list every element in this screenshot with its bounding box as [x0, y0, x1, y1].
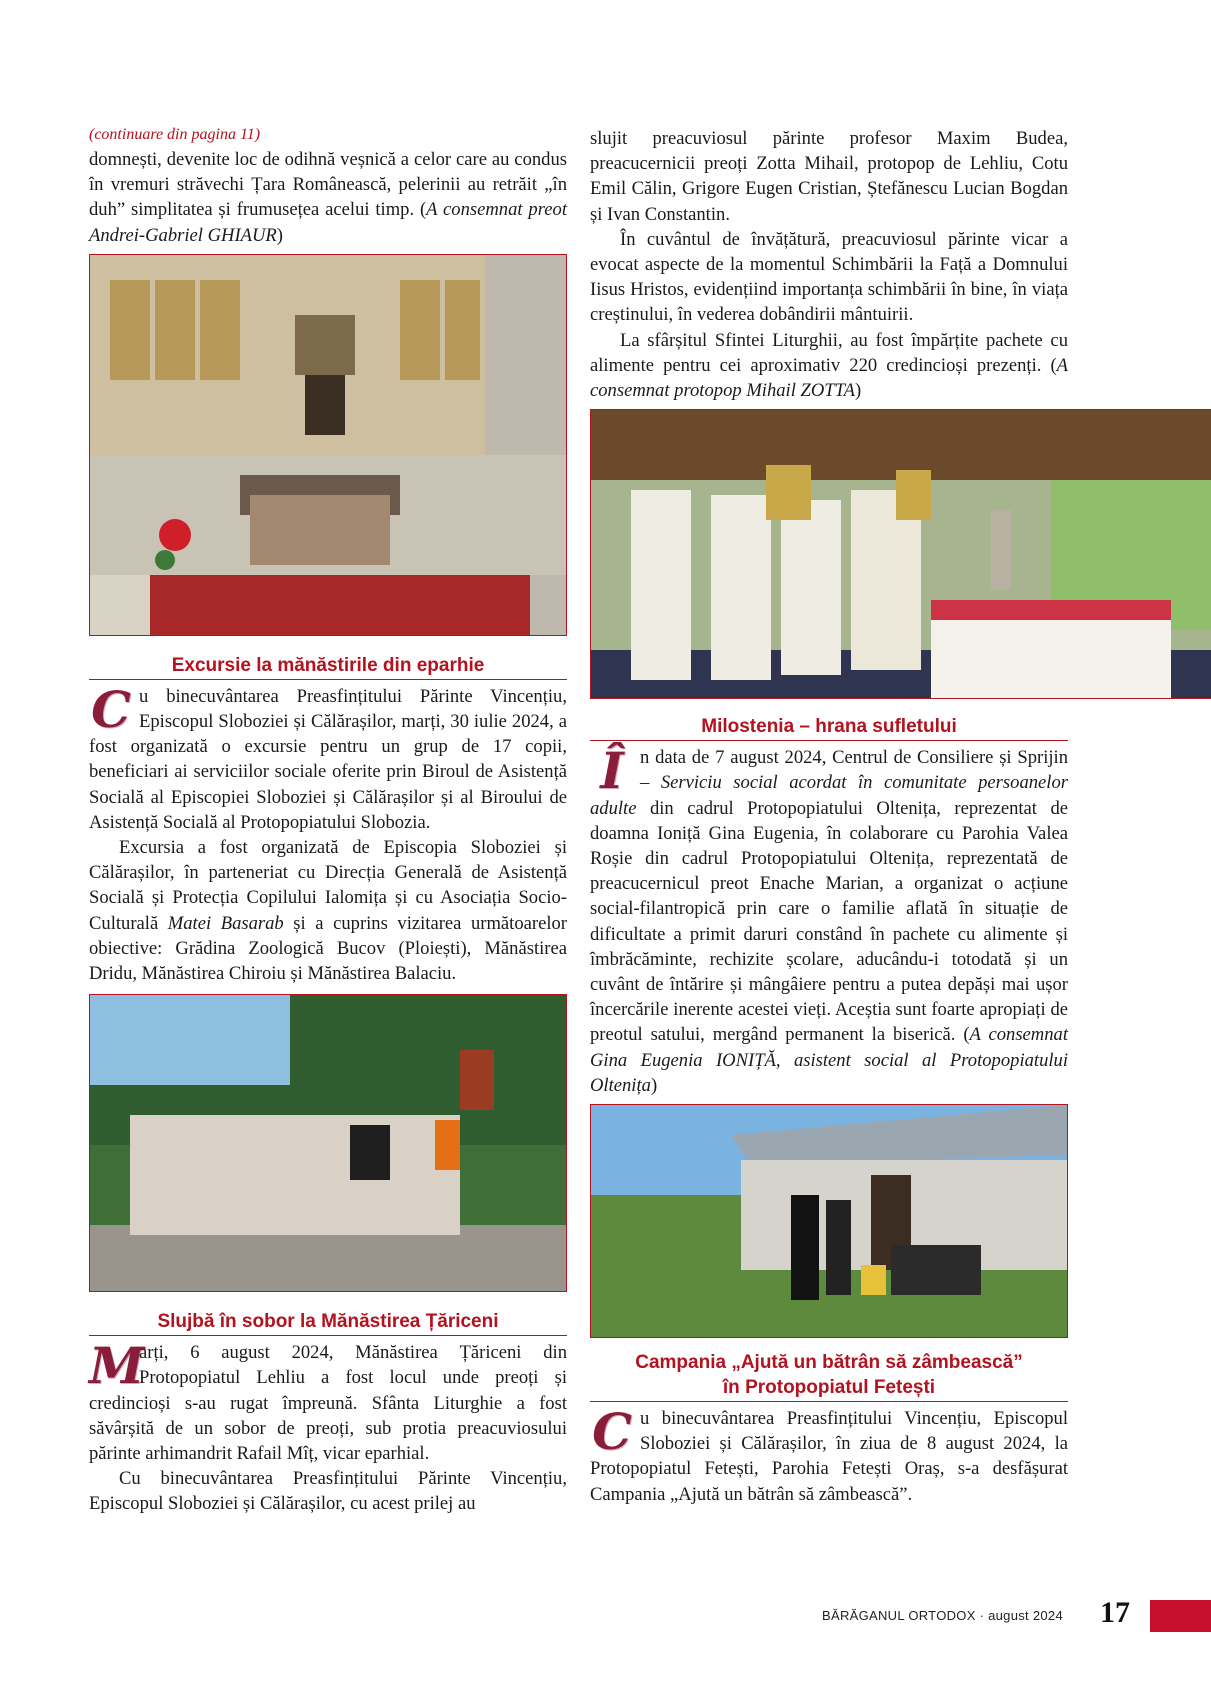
article-milostenia: În data de 7 august 2024, Centrul de Consiliere și Sprijin – Serviciu social acordat în comunitate persoanelor adulte din cadrul Protopopiatului Oltenița, reprezentat de doamna Ioniță Gina Eugenia, în colaborare cu Parohia Valea Roșie din cadrul Protopopiatului Oltenița, reprezentată de preacucernicul preot Enache Marian, a organizat o acțiune social-filantropică prin care o familie aflată în situație de dificultate a primit daruri constând în pachete cu alimente și îmbrăcăminte, rechizite școlare, aducându-i totodată și un cuvânt de întărire și mângâiere pentru a putea depăși mai ușor încercările inerente acestei vieți. Aceștia sunt foarte apropiați de preotul satului, mergând permanent la biserică. (A consemnat Gina Eugenia IONIȚĂ, asistent social al Protopopiatului Oltenița) [590, 741, 1068, 1096]
right-column [590, 126, 1068, 1507]
footer-publication: BĂRĂGANUL ORTODOX · august 2024 [822, 1608, 1063, 1623]
article-campania: Cu binecuvântarea Preasfințitului Vincențiu, Episcopul Sloboziei și Călărașilor, în ziua de 8 august 2024, la Protopopiatul Fetești, Parohia Fetești Oraș, s-a desfășurat Campania „Ajută un bătrân să zâmbească”. [590, 1402, 1068, 1505]
dropcap-m: M [89, 1336, 145, 1396]
heading-slujba: Slujbă în sobor la Mănăstirea Țăriceni [89, 1309, 567, 1336]
page-number: 17 [1100, 1596, 1130, 1629]
left-column [89, 124, 567, 1517]
photo-family-donation [590, 1104, 1068, 1338]
photo-liturgy [590, 409, 1211, 699]
continued-paragraph-3: La sfârșitul Sfintei Liturghii, au fost împărțite pachete cu alimente pentru cei aproximativ 220 credincioși prezenți. (A consemnat protopop Mihail ZOTTA) [590, 329, 1068, 402]
continued-paragraph-2: În cuvântul de învățătură, preacuviosul părinte vicar a evocat aspecte de la momentul Schimbării la Față a Domnului Iisus Hristos, evidențiind importanța schimbării în bine, în viața creștinului, în vederea dobândirii mântuirii. [590, 228, 1068, 326]
continuation-note: (continuare din pagina 11) [89, 126, 261, 143]
photo-monastery-group [89, 254, 567, 636]
article-slujba: M arți, 6 august 2024, Mănăstirea Țăriceni din Protopopiatul Lehliu a fost locul unde preoți și credincioși s-au rugat împreună. Sfânta Liturghie a fost săvârșită de un sobor de preoți, sub protia preacuviosului părinte arhimandrit Rafail Mîț, vicar eparhial. Cu binecuvântarea Preasfințitului Părinte Vincențiu, Episcopul Sloboziei și Călărașilor, cu acest prilej au [89, 1336, 567, 1515]
heading-milostenia: Milostenia – hrana sufletului [590, 714, 1068, 741]
article-excursie: Cu binecuvântarea Preasfințitului Părinte Vincențiu, Episcopul Sloboziei și Călărașilor, marți, 30 iulie 2024, a fost organizată o excursie pentru un grup de 17 copii, beneficiari ai serviciilor sociale oferite prin Biroul de Asistență Socială al Episcopiei Sloboziei și Călărașilor și al Biroului de Asistență Socială al Protopopiatului Slobozia. Excursia a fost organizată de Episcopia Sloboziei și Călărașilor, în parteneriat cu Direcția Generală de Asistență Socială și Protecția Copilului Ialomița și cu Asociația Socio-Culturală Matei Basarab și a cuprins vizitarea următoarelor obiective: Grădina Zoologică Bucov (Ploiești), Mănăstirea Dridu, Mănăstirea Chiroiu și Mănăstirea Balaciu. [89, 679, 567, 985]
dropcap-c: C [91, 679, 131, 739]
dropcap-i: Î [600, 741, 624, 801]
footer-red-bar [1150, 1600, 1211, 1632]
heading-campania: Campania „Ajută un bătrân să zâmbească” în Protopopiatul Fetești [590, 1350, 1068, 1402]
continued-paragraph-1: slujit preacuviosul părinte profesor Maxim Budea, preacucernicii preoți Zotta Mihail, protopop de Lehliu, Cotu Emil Călin, Grigore Eugen Cristian, Ștefănescu Lucian Bogdan și Ivan Constantin. [590, 128, 1068, 225]
heading-excursie: Excursie la mănăstirile din eparhie [89, 653, 567, 680]
dropcap-c2: C [592, 1402, 632, 1462]
photo-children-group [89, 994, 567, 1292]
intro-paragraph: domnești, devenite loc de odihnă veșnică a celor care au condus în vremuri străvechi Țara Românească, pelerinii au retrăit „în duh” simplitatea și frumusețea acelui timp. (A consemnat preot Andrei-Gabriel GHIAUR) [89, 149, 567, 246]
